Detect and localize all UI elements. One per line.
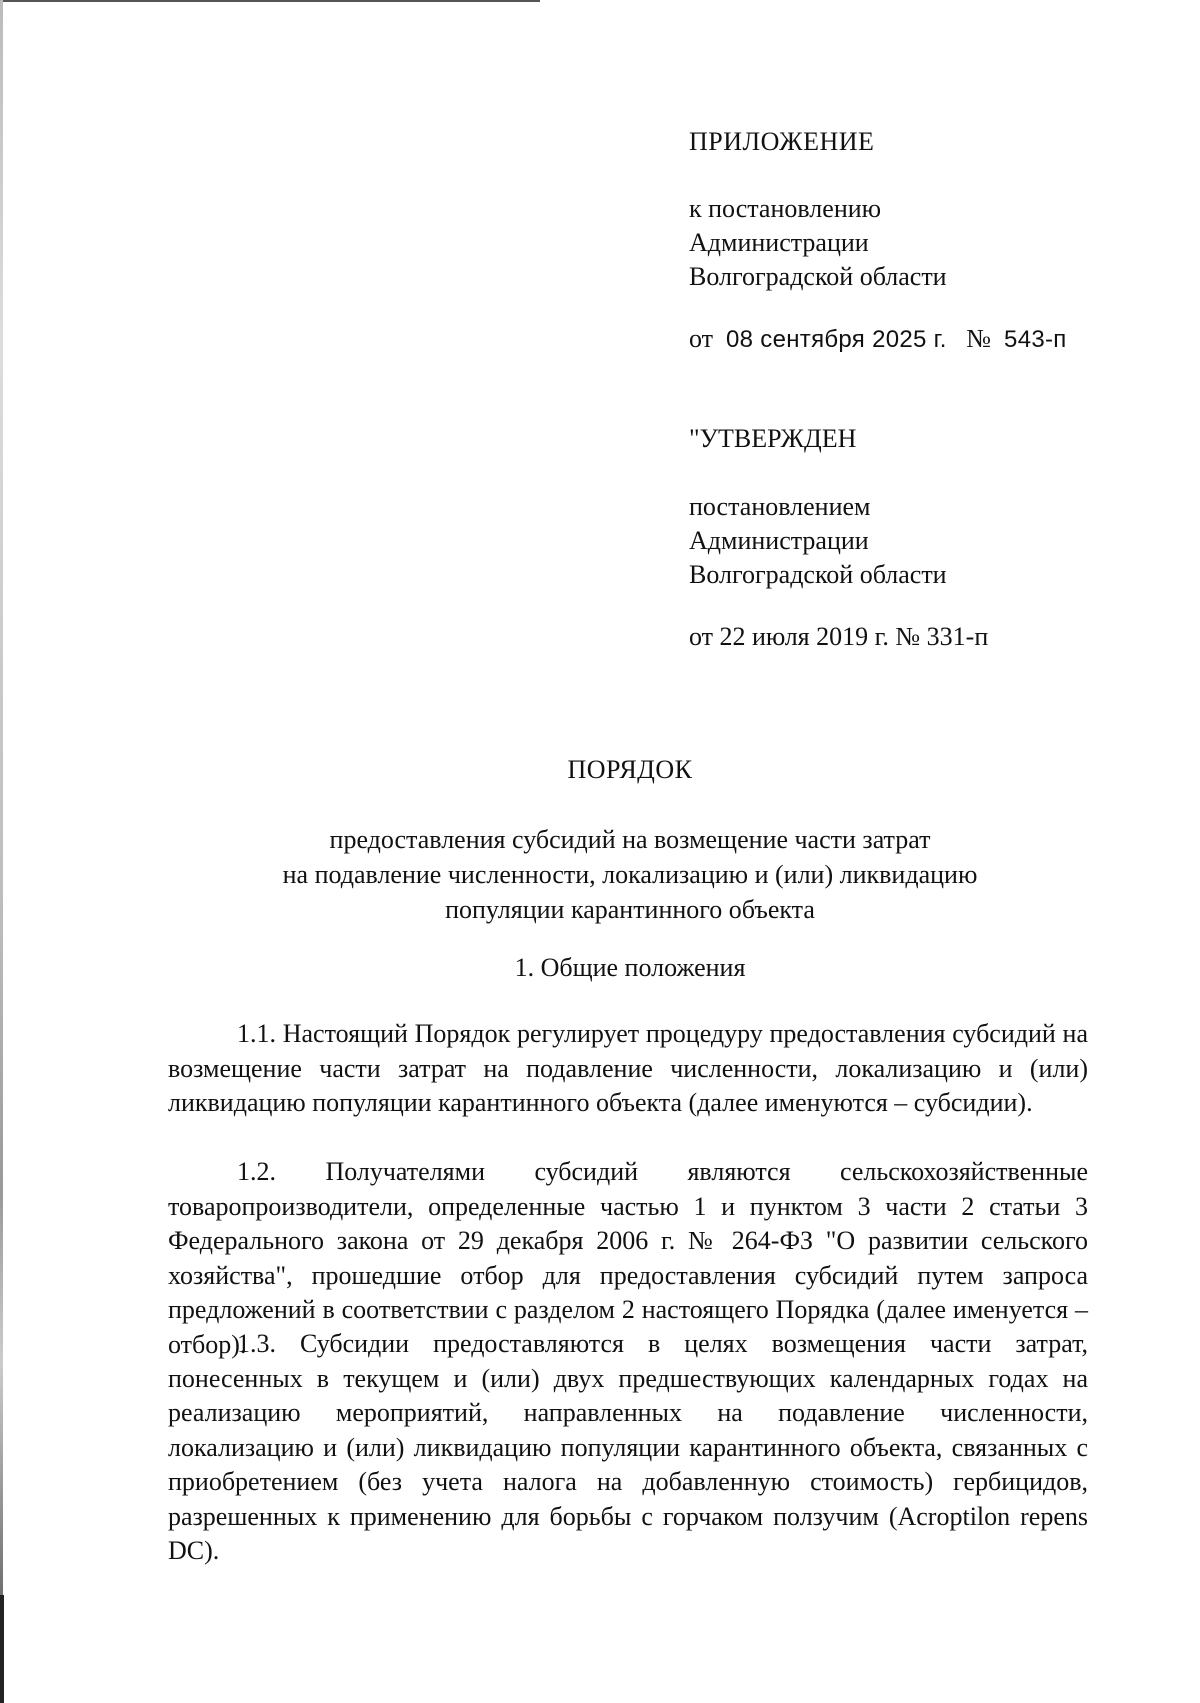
attachment-to-line: Волгоградской области (689, 262, 947, 291)
approved-by-line: постановлением (689, 492, 871, 521)
paragraph-1-2: 1.2. Получателями субсидий являются сельскохозяйственные товаропроизводители, определенные частью 1 и пунктом 3 части 2 статьи 3 Федерального закона от 29 декабря 2006 г. № 264-ФЗ "О развитии сельского хозяйства", прошедшие отбор для предоставления субсидий путем запроса предложений в соответствии с разделом 2 настоящего Порядка (далее именуется – отбор). (168, 1157, 1088, 1359)
attachment-to-block (689, 192, 1139, 294)
document-subtitle-line: на подавление численности, локализацию и (или) ликвидацию (282, 860, 978, 889)
approved-title: "УТВЕРЖДЕН (689, 424, 857, 453)
section-title: 1. Общие положения (514, 953, 746, 982)
approved-by-line: Волгоградской области (689, 560, 947, 589)
attachment-number-sign: № (966, 324, 992, 353)
approved-by-line: Администрации (689, 526, 869, 555)
scan-edge-left (0, 0, 3, 1703)
scan-edge-top (0, 0, 540, 2)
scan-edge-left-bottom (0, 1595, 4, 1703)
document-title: ПОРЯДОК (567, 755, 693, 784)
approved-date: от 22 июля 2019 г. № 331-п (689, 622, 989, 651)
document-subtitle-line: популяции карантинного объекта (445, 895, 815, 924)
document-subtitle-line: предоставления субсидий на возмещение части затрат (329, 825, 931, 854)
attachment-number: 543-п (1004, 326, 1067, 353)
attachment-title: ПРИЛОЖЕНИЕ (689, 127, 875, 156)
paragraph-1-1: 1.1. Настоящий Порядок регулирует процедуру предоставления субсидий на возмещение части затрат на подавление численности, локализацию и (или) ликвидацию популяции карантинного объекта (далее именуются – субсидии). (168, 1019, 1088, 1117)
attachment-to-line: к постановлению (689, 194, 882, 223)
document-subtitle (170, 822, 1090, 927)
approved-by-block (689, 490, 1139, 592)
attachment-date: 08 сентября 2025 г. (726, 326, 947, 353)
paragraph-1-3: 1.3. Субсидии предоставляются в целях возмещения части затрат, понесенных в текущем и (или) двух предшествующих календарных годах на реализацию мероприятий, направленных на подавление численности, локализацию и (или) ликвидацию популяции карантинного объекта, связанных с приобретением (без учета налога на добавленную стоимость) гербицидов, разрешенных к применению для борьбы с горчаком ползучим (Acroptilon repens DC). (168, 1329, 1088, 1565)
attachment-to-line: Администрации (689, 228, 869, 257)
attachment-date-line (689, 322, 1139, 357)
attachment-date-prefix: от (689, 324, 714, 353)
